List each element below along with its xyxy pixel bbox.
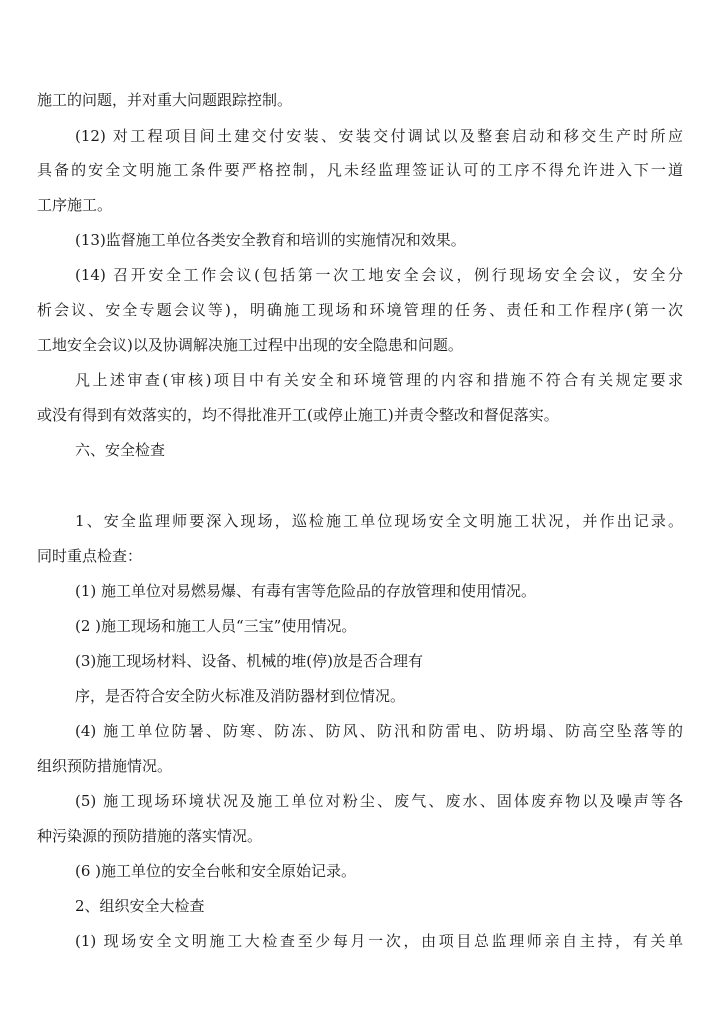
text-line: (3)施工现场材料、设备、机械的堆(停)放是否合理有	[75, 652, 423, 670]
text-line: (6 )施工单位的安全台帐和安全原始记录。	[75, 862, 357, 880]
text-line: (13)监督施工单位各类安全教育和培训的实施情况和效果。	[75, 231, 466, 249]
text-line: (1) 现场安全文明施工大检查至少每月一次，由项目总监理师亲自主持，有关单	[75, 932, 683, 950]
text-line: (1) 施工单位对易燃易爆、有毒有害等危险品的存放管理和使用情况。	[75, 582, 537, 600]
text-line: 2、组织安全大检查	[75, 897, 205, 915]
text-line: 序，是否符合安全防火标准及消防器材到位情况。	[75, 687, 406, 705]
text-line: 或没有得到有效落实的，均不得批准开工(或停止施工)并责令整改和督促落实。	[37, 406, 559, 424]
text-line: (2 )施工现场和施工人员“三宝”使用情况。	[75, 617, 357, 635]
text-line: (14) 召开安全工作会议(包括第一次工地安全会议，例行现场安全会议，安全分	[75, 266, 683, 284]
text-line: 施工的问题，并对重大问题跟踪控制。	[37, 91, 293, 109]
text-line: (4) 施工单位防暑、防寒、防冻、防风、防汛和防雷电、防坍塌、防高空坠落等的	[75, 722, 683, 740]
text-line: 工地安全会议)以及协调解决施工过程中出现的安全隐患和问题。	[37, 336, 463, 354]
text-line: (12) 对工程项目间土建交付安装、安装交付调试以及整套启动和移交生产时所应	[75, 127, 683, 145]
section-heading: 六、安全检查	[75, 441, 166, 459]
text-line: 组织预防措施情况。	[37, 757, 173, 775]
text-line: 种污染源的预防措施的落实情况。	[37, 827, 263, 845]
text-line: 1、安全监理师要深入现场，巡检施工单位现场安全文明施工状况，并作出记录。	[75, 512, 683, 530]
text-line: 析会议、安全专题会议等)，明确施工现场和环境管理的任务、责任和工作程序(第一次	[37, 301, 683, 319]
text-line: 具备的安全文明施工条件要严格控制，凡未经监理签证认可的工序不得允许进入下一道	[37, 161, 683, 179]
text-line: 工序施工。	[37, 196, 113, 214]
text-line: (5) 施工现场环境状况及施工单位对粉尘、废气、废水、固体废弃物以及噪声等各	[75, 792, 683, 810]
text-line: 同时重点检查：	[37, 547, 143, 565]
text-line: 凡上述审查(审核)项目中有关安全和环境管理的内容和措施不符合有关规定要求	[75, 371, 683, 389]
